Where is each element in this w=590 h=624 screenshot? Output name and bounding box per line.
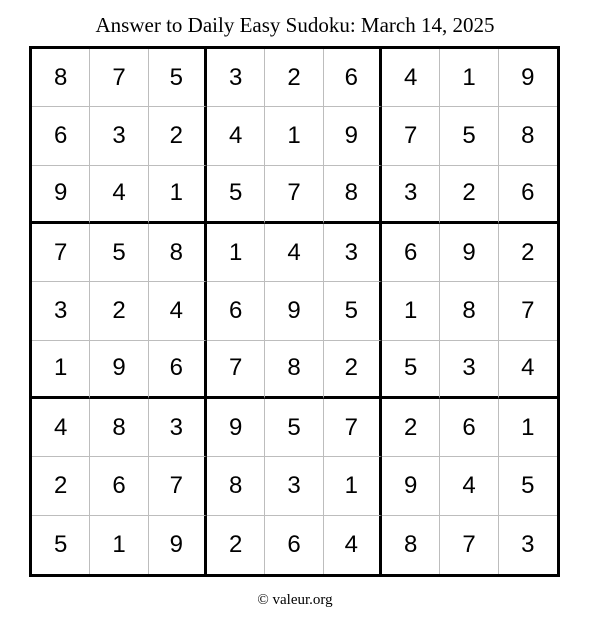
sudoku-cell: 6	[90, 457, 148, 515]
sudoku-cell: 8	[440, 282, 498, 340]
sudoku-cell: 8	[207, 457, 265, 515]
sudoku-cell: 5	[90, 224, 148, 282]
sudoku-cell: 1	[265, 107, 323, 165]
sudoku-cell: 4	[265, 224, 323, 282]
sudoku-cell: 7	[440, 516, 498, 574]
sudoku-cell: 8	[90, 399, 148, 457]
sudoku-cell: 3	[149, 399, 207, 457]
sudoku-cell: 5	[32, 516, 90, 574]
sudoku-cell: 4	[207, 107, 265, 165]
sudoku-cell: 1	[90, 516, 148, 574]
sudoku-cell: 1	[382, 282, 440, 340]
sudoku-cell: 7	[149, 457, 207, 515]
sudoku-cell: 3	[521, 530, 535, 558]
sudoku-cell: 2	[499, 224, 557, 282]
sudoku-cell: 6	[440, 399, 498, 457]
sudoku-cell: 8	[32, 49, 90, 107]
sudoku-cell: 6	[32, 107, 90, 165]
sudoku-cell: 8	[324, 166, 382, 224]
sudoku-cell: 7	[265, 166, 323, 224]
sudoku-cell: 6	[324, 49, 382, 107]
sudoku-cell: 4	[499, 341, 557, 399]
sudoku-cell: 9	[149, 516, 207, 574]
sudoku-cell: 6	[265, 516, 323, 574]
sudoku-cell: 5	[324, 282, 382, 340]
sudoku-cell: 3	[265, 457, 323, 515]
sudoku-board	[29, 46, 560, 577]
sudoku-cell: 7	[499, 282, 557, 340]
page-title: Answer to Daily Easy Sudoku: March 14, 2025	[95, 13, 495, 37]
sudoku-cell: 5	[207, 166, 265, 224]
sudoku-cell: 6	[499, 166, 557, 224]
sudoku-cell: 8	[382, 516, 440, 574]
sudoku-cell: 9	[440, 224, 498, 282]
sudoku-cell: 1	[207, 224, 265, 282]
sudoku-cell: 5	[499, 457, 557, 515]
sudoku-cell: 6	[149, 341, 207, 399]
sudoku-cell: 5	[265, 399, 323, 457]
sudoku-cell: 2	[382, 399, 440, 457]
sudoku-cell: 1	[149, 166, 207, 224]
sudoku-cell: 7	[324, 399, 382, 457]
sudoku-cell: 9	[382, 457, 440, 515]
sudoku-cell: 3	[32, 282, 90, 340]
sudoku-cell: 5	[440, 107, 498, 165]
sudoku-cell: 2	[440, 166, 498, 224]
sudoku-cell: 8	[149, 224, 207, 282]
sudoku-cell: 4	[382, 49, 440, 107]
sudoku-cell: 6	[382, 224, 440, 282]
sudoku-cell: 8	[499, 107, 557, 165]
sudoku-cell: 4	[90, 166, 148, 224]
sudoku-cell: 9	[207, 399, 265, 457]
copyright-footer: © valeur.org	[257, 592, 333, 608]
sudoku-cell: 4	[149, 282, 207, 340]
sudoku-cell: 2	[90, 282, 148, 340]
sudoku-cell: 7	[90, 49, 148, 107]
sudoku-cell: 1	[32, 341, 90, 399]
sudoku-cell: 3	[90, 107, 148, 165]
sudoku-cell: 9	[32, 166, 90, 224]
sudoku-cell: 7	[32, 224, 90, 282]
sudoku-cell: 9	[499, 49, 557, 107]
sudoku-cell: 4	[324, 516, 382, 574]
sudoku-cell: 4	[440, 457, 498, 515]
sudoku-cell: 4	[32, 399, 90, 457]
sudoku-cell: 9	[265, 282, 323, 340]
sudoku-cell: 9	[90, 341, 148, 399]
sudoku-cell: 8	[265, 341, 323, 399]
sudoku-cell: 3	[207, 49, 265, 107]
sudoku-cell: 7	[382, 107, 440, 165]
sudoku-cell: 3	[382, 166, 440, 224]
sudoku-cell: 2	[324, 341, 382, 399]
sudoku-cell: 9	[324, 107, 382, 165]
sudoku-cell: 6	[207, 282, 265, 340]
sudoku-cell: 2	[32, 457, 90, 515]
sudoku-cell: 3	[440, 341, 498, 399]
sudoku-cell: 3	[324, 224, 382, 282]
sudoku-cell: 1	[324, 457, 382, 515]
sudoku-cell: 2	[207, 516, 265, 574]
sudoku-cell: 5	[149, 49, 207, 107]
sudoku-cell: 5	[382, 341, 440, 399]
sudoku-cell: 1	[440, 49, 498, 107]
sudoku-cell: 7	[207, 341, 265, 399]
sudoku-cell: 1	[499, 399, 557, 457]
sudoku-cell: 2	[265, 49, 323, 107]
sudoku-cell: 2	[149, 107, 207, 165]
